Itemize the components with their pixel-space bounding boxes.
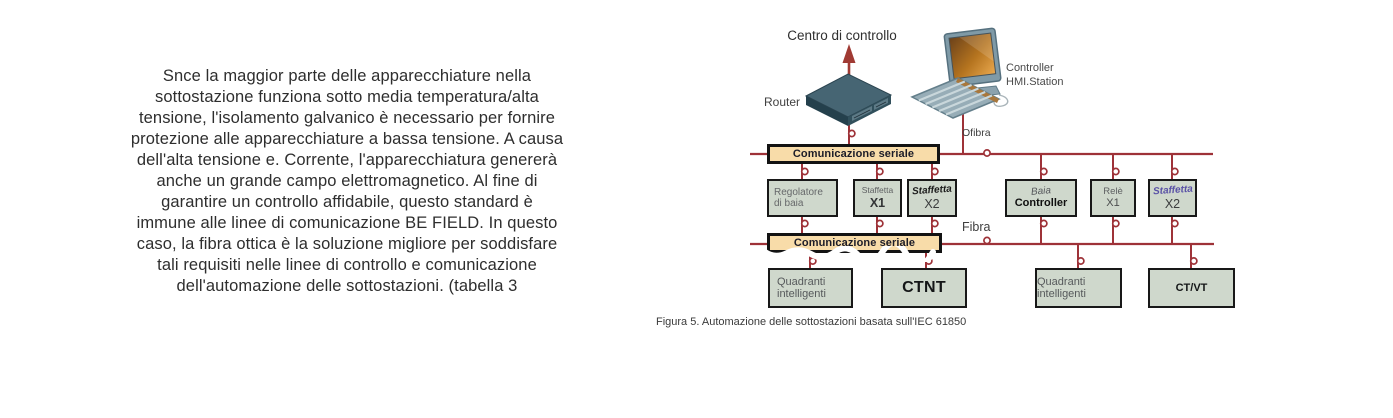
paragraph-line: anche un grande campo elettromagnetico. Al fine di (156, 172, 538, 190)
paragraph-line: dell'alta tensione e. Corrente, l'apparecchiatura genererà (136, 151, 558, 169)
device-label: Baia (1030, 185, 1052, 199)
device-box-regolatore-di-baia (767, 179, 838, 217)
device-box-quadranti-intelligenti-1 (768, 268, 853, 308)
device-label: Staffetta (861, 185, 894, 196)
device-label: Relè (1103, 185, 1123, 197)
paragraph-line: garantire un controllo affidabile, questo standard è (161, 193, 533, 211)
device-box-staffetta-x2 (907, 179, 957, 217)
paragraph-line: immune alle linee di comunicazione BE FIELD. In questo (136, 214, 558, 232)
device-label: X2 (1164, 196, 1181, 211)
device-label: X2 (924, 196, 940, 211)
device-box-staffetta-x2-2 (1148, 179, 1197, 217)
device-label: Regolatore (774, 186, 823, 198)
torn-edge-artifact (763, 246, 945, 262)
paragraph-line: tali requisiti nelle linee di controllo e comunicazione (157, 256, 537, 274)
hmi-station-label (1006, 62, 1063, 89)
device-box-ct-vt (1148, 268, 1235, 308)
hmi-label-line1: Controller (1006, 62, 1054, 74)
hmi-label-line2: HMI.Station (1006, 75, 1064, 88)
device-label: Controller (1014, 197, 1068, 210)
ofibra-label: Ofibra (962, 127, 991, 139)
fibra-label: Fibra (962, 220, 991, 234)
device-label: di baia (774, 198, 804, 209)
router-label: Router (764, 95, 801, 109)
device-box-staffetta-x1 (853, 179, 902, 217)
bus1-label: Comunicazione seriale (792, 148, 915, 160)
device-box-ctnt (881, 268, 967, 308)
device-brand-label: Staffetta (911, 184, 953, 198)
control-center-label: Centro di controllo (787, 28, 897, 43)
paragraph-line: Snce la maggior parte delle apparecchiature nella (162, 67, 532, 85)
device-box-rele-x1 (1090, 179, 1136, 217)
figure-caption: Figura 5. Automazione delle sottostazioni basata sull'IEC 61850 (656, 316, 967, 328)
device-label: intelligenti (1037, 288, 1086, 300)
paragraph-line: caso, la fibra ottica è la soluzione migliore per soddisfare (136, 235, 558, 253)
device-label: X1 (869, 195, 886, 210)
device-label: Quadranti (1037, 275, 1086, 288)
paragraph-line: tensione, l'isolamento galvanico è necessario per fornire (138, 109, 556, 127)
device-box-baia-controller (1005, 179, 1077, 217)
paragraph-line: protezione alle apparecchiature a bassa tensione. A causa (130, 130, 564, 148)
device-label: CTNT (902, 279, 946, 297)
paragraph-line: sottostazione funziona sotto media temperatura/alta (155, 88, 539, 106)
device-box-quadranti-intelligenti-2 (1035, 268, 1122, 308)
hmi-workstation-icon (912, 28, 1008, 118)
device-label: Quadranti (777, 275, 826, 288)
bus2-label: Comunicazione seriale (793, 237, 916, 249)
serial-communication-bus-1 (767, 144, 940, 164)
device-label: X1 (1106, 197, 1120, 210)
device-brand-label: Staffetta (1152, 184, 1193, 198)
router-icon (806, 74, 891, 126)
device-label: CT/VT (1175, 281, 1208, 294)
device-label: intelligenti (777, 288, 826, 300)
paragraph-line: dell'automazione delle sottostazioni. (tabella 3 (176, 277, 518, 295)
